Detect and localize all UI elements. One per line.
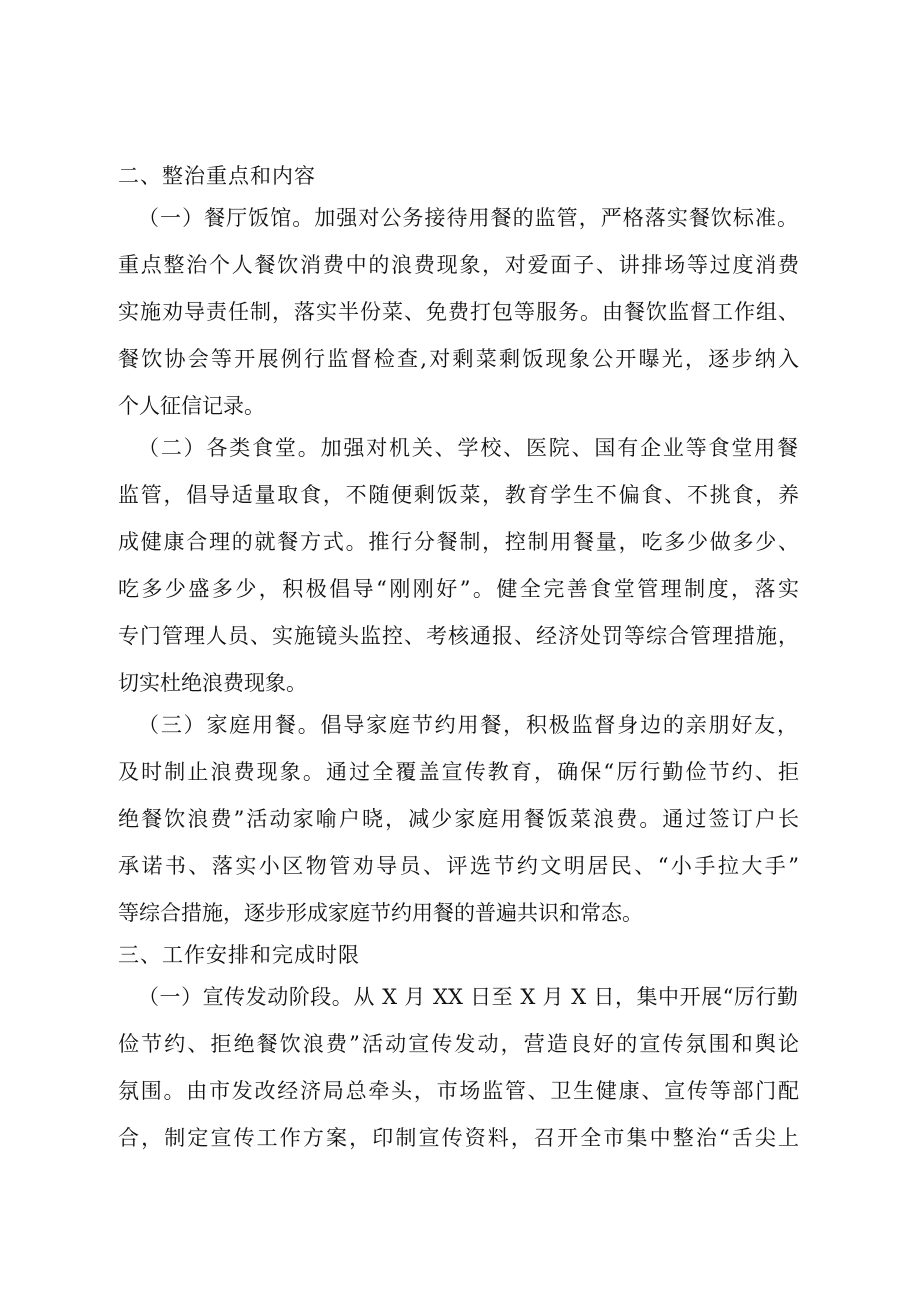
paragraph-line: 监管，倡导适量取食，不随便剩饭菜，教育学生不偏食、不挑食，养: [118, 483, 799, 507]
paragraph-line: 专门管理人员、实施镜头监控、考核通报、经济处罚等综合管理措施，: [118, 624, 799, 648]
paragraph-line: 俭节约、拒绝餐饮浪费”活动宣传发动，营造良好的宣传氛围和舆论: [118, 1032, 799, 1056]
paragraph-line: 成健康合理的就餐方式。推行分餐制，控制用餐量，吃多少做多少、: [118, 530, 799, 554]
paragraph-line: 餐饮协会等开展例行监督检查,对剩菜剩饭现象公开曝光，逐步纳入: [118, 347, 799, 371]
paragraph-line: 个人征信记录。: [118, 394, 265, 418]
paragraph-line: （一）宣传发动阶段。从 X 月 XX 日至 X 月 X 日，集中开展“厉行勤: [138, 985, 798, 1009]
paragraph-line: 切实杜绝浪费现象。: [118, 671, 307, 695]
paragraph-line: （三）家庭用餐。倡导家庭节约用餐，积极监督身边的亲朋好友，: [138, 713, 798, 737]
paragraph-line: 合，制定宣传工作方案，印制宣传资料，召开全市集中整治“舌尖上: [118, 1126, 799, 1150]
section-heading-3: 三、工作安排和完成时限: [118, 943, 360, 967]
paragraph-line: 绝餐饮浪费”活动家喻户晓，减少家庭用餐饭菜浪费。通过签订户长: [118, 807, 799, 831]
paragraph-line: 氛围。由市发改经济局总牵头，市场监管、卫生健康、宣传等部门配: [118, 1079, 799, 1103]
paragraph-line: 吃多少盛多少，积极倡导“刚刚好”。健全完善食堂管理制度，落实: [118, 577, 799, 601]
paragraph-line: （二）各类食堂。加强对机关、学校、医院、国有企业等食堂用餐: [138, 436, 798, 460]
section-heading-2: 二、整治重点和内容: [118, 164, 316, 188]
paragraph-line: 等综合措施，逐步形成家庭节约用餐的普遍共识和常态。: [118, 901, 643, 925]
paragraph-line: 重点整治个人餐饮消费中的浪费现象，对爱面子、讲排场等过度消费: [118, 253, 799, 277]
paragraph-line: （一）餐厅饭馆。加强对公务接待用餐的监管，严格落实餐饮标准。: [138, 206, 798, 230]
paragraph-line: 及时制止浪费现象。通过全覆盖宣传教育，确保“厉行勤俭节约、拒: [118, 760, 799, 784]
paragraph-line: 承诺书、落实小区物管劝导员、评选节约文明居民、“小手拉大手”: [118, 854, 799, 878]
paragraph-line: 实施劝导责任制，落实半份菜、免费打包等服务。由餐饮监督工作组、: [118, 300, 799, 324]
